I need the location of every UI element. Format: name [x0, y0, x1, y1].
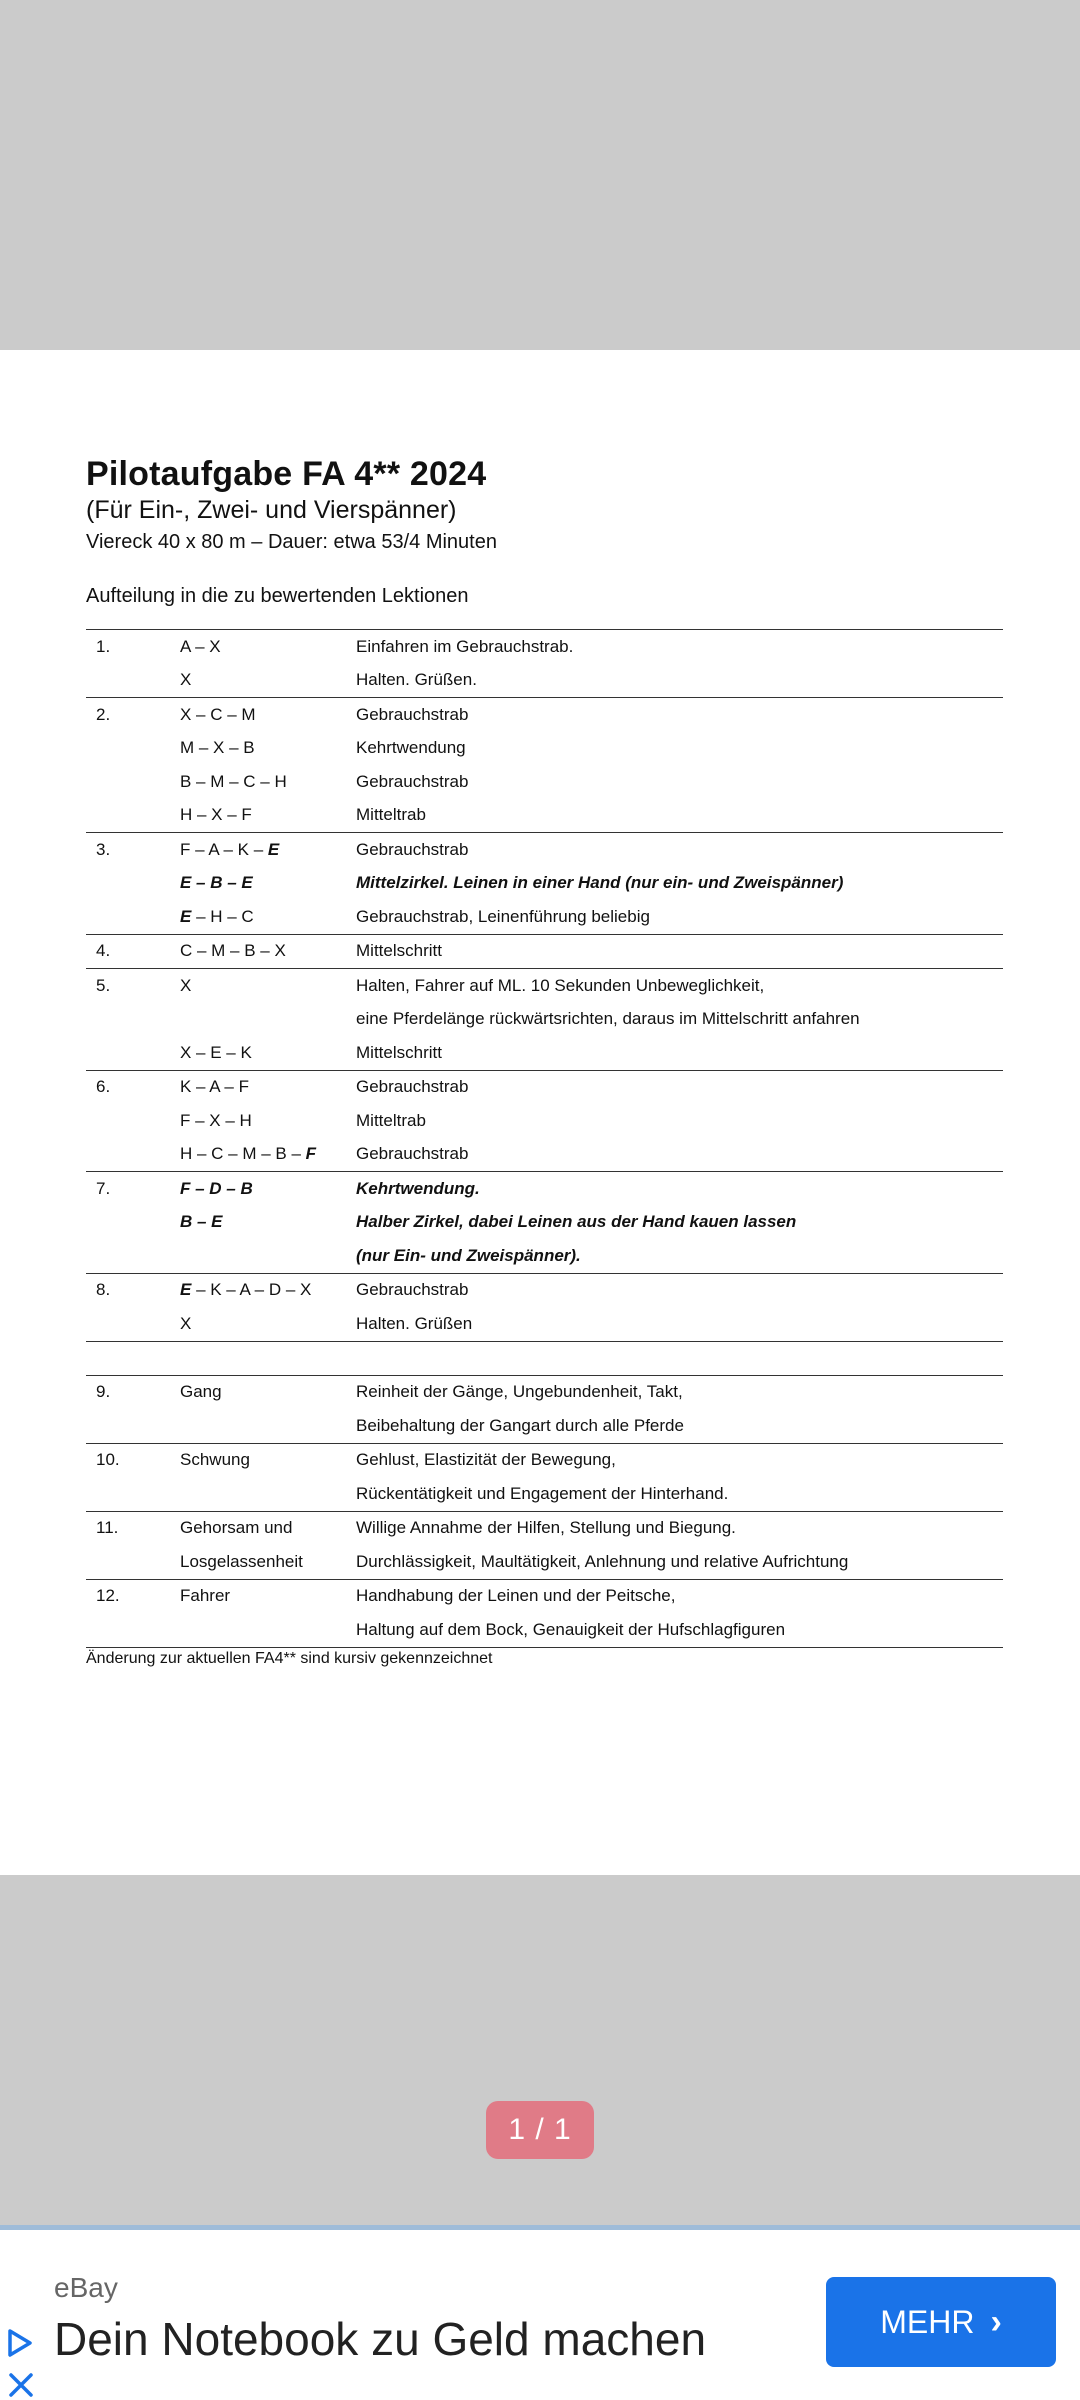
- lesson-route: [180, 1273, 356, 1307]
- lesson-description: [356, 1273, 1003, 1307]
- text-segment: Beibehaltung der Gangart durch alle Pferde: [356, 1415, 684, 1435]
- table-row: [86, 1545, 1003, 1579]
- lesson-route: [180, 1138, 356, 1172]
- lesson-description: [356, 1477, 1003, 1511]
- lesson-route: [180, 1409, 356, 1443]
- table-row: [86, 1138, 1003, 1172]
- text-segment: A – X: [180, 636, 221, 656]
- lesson-description: [356, 867, 1003, 901]
- emphasized-text: E: [180, 1280, 192, 1300]
- lesson-description: [356, 934, 1003, 969]
- table-row: [86, 1273, 1003, 1307]
- lesson-route: [180, 1036, 356, 1070]
- lesson-number: 5.: [96, 975, 111, 995]
- lesson-description: [356, 732, 1003, 766]
- text-segment: B – M – C – H: [180, 771, 287, 791]
- text-segment: Schwung: [180, 1450, 250, 1470]
- footnote: Änderung zur aktuellen FA4** sind kursiv gekennzeichnet: [86, 1649, 493, 1667]
- table-row: [86, 1036, 1003, 1070]
- lesson-description: [356, 1003, 1003, 1037]
- text-segment: X: [180, 1313, 192, 1333]
- page-indicator: 1 / 1: [486, 2101, 594, 2159]
- text-segment: eine Pferdelänge rückwärtsrichten, daraus im Mittelschritt anfahren: [356, 1009, 860, 1029]
- table-row: [86, 900, 1003, 934]
- text-segment: Gebrauchstrab: [356, 771, 469, 791]
- text-segment: Gebrauchstrab: [356, 839, 469, 859]
- lesson-number: [86, 1138, 180, 1172]
- lesson-route: [180, 1070, 356, 1104]
- text-segment: Mittelschritt: [356, 941, 442, 961]
- lesson-route: [180, 698, 356, 732]
- lesson-route: [180, 1545, 356, 1579]
- lesson-number: [86, 1036, 180, 1070]
- text-segment: Rückentätigkeit und Engagement der Hinterhand.: [356, 1483, 729, 1503]
- text-segment: M – X – B: [180, 738, 255, 758]
- document-title: Pilotaufgabe FA 4** 2024: [86, 455, 487, 493]
- lesson-route: [180, 969, 356, 1003]
- table-row: [86, 630, 1003, 664]
- table-row: [86, 867, 1003, 901]
- table-row: [86, 934, 1003, 969]
- table-row: [86, 1206, 1003, 1240]
- text-segment: Willige Annahme der Hilfen, Stellung und Biegung.: [356, 1518, 736, 1538]
- lesson-description: [356, 630, 1003, 664]
- lesson-description: [356, 969, 1003, 1003]
- table-row: [86, 664, 1003, 698]
- ad-cta-button[interactable]: [826, 2277, 1056, 2367]
- emphasized-text: F – D – B: [180, 1178, 253, 1198]
- lesson-description: [356, 1036, 1003, 1070]
- lesson-number: [86, 1613, 180, 1647]
- lesson-route: [180, 1307, 356, 1341]
- lesson-route: [180, 1579, 356, 1613]
- lesson-number: [86, 1003, 180, 1037]
- text-segment: C – M – B – X: [180, 941, 286, 961]
- lesson-description: [356, 698, 1003, 732]
- lesson-number: [86, 1307, 180, 1341]
- table-row: [86, 1104, 1003, 1138]
- lesson-number: 2.: [96, 704, 111, 724]
- lesson-route: [180, 1239, 356, 1273]
- adchoices-play-icon[interactable]: [6, 2328, 34, 2358]
- arena-and-duration: Viereck 40 x 80 m – Dauer: etwa 53/4 Minuten: [86, 531, 497, 553]
- text-segment: Gehorsam und: [180, 1518, 293, 1538]
- table-row: [86, 1579, 1003, 1613]
- text-segment: Gebrauchstrab, Leinenführung beliebig: [356, 906, 650, 926]
- lesson-route: [180, 867, 356, 901]
- lesson-description: [356, 1138, 1003, 1172]
- lesson-description: [356, 1511, 1003, 1545]
- text-segment: H – X – F: [180, 805, 252, 825]
- text-segment: Gebrauchstrab: [356, 704, 469, 724]
- document-subtitle: (Für Ein-, Zwei- und Vierspänner): [86, 496, 457, 524]
- lesson-number: [86, 765, 180, 799]
- lesson-route: [180, 1613, 356, 1647]
- document-content: [86, 454, 1003, 1670]
- lesson-number: [86, 1545, 180, 1579]
- lesson-number: [86, 732, 180, 766]
- lesson-description: [356, 1172, 1003, 1206]
- lesson-route: [180, 799, 356, 833]
- lesson-number: 12.: [96, 1586, 120, 1606]
- table-row: [86, 1409, 1003, 1443]
- table-row: [86, 969, 1003, 1003]
- ad-cta-label: MEHR: [880, 2304, 975, 2340]
- text-segment: Halten. Grüßen.: [356, 670, 477, 690]
- lesson-description: [356, 664, 1003, 698]
- lesson-description: [356, 1409, 1003, 1443]
- text-segment: Kehrtwendung: [356, 738, 466, 758]
- chevron-right-icon: ›: [990, 2303, 1002, 2341]
- lesson-number: [86, 1104, 180, 1138]
- lesson-route: [180, 1511, 356, 1545]
- lesson-number: 7.: [96, 1178, 111, 1198]
- lesson-route: [180, 765, 356, 799]
- text-segment: X – C – M: [180, 704, 256, 724]
- table-row: [86, 833, 1003, 867]
- lesson-description: [356, 1104, 1003, 1138]
- table-row: [86, 1307, 1003, 1341]
- text-segment: Gang: [180, 1382, 222, 1402]
- ad-advertiser: eBay: [54, 2272, 118, 2303]
- text-segment: X – E – K: [180, 1042, 252, 1062]
- emphasized-text: Halber Zirkel, dabei Leinen aus der Hand kauen lassen: [356, 1212, 797, 1232]
- lesson-number: [86, 1239, 180, 1273]
- table-row: [86, 1003, 1003, 1037]
- lesson-number: 4.: [86, 934, 180, 969]
- lesson-number: [86, 1409, 180, 1443]
- lesson-route: [180, 1104, 356, 1138]
- table-row: [86, 1477, 1003, 1511]
- text-segment: Mitteltrab: [356, 1110, 426, 1130]
- emphasized-text: Mittelzirkel. Leinen in einer Hand (nur ein- und Zweispänner): [356, 873, 844, 893]
- text-segment: Einfahren im Gebrauchstrab.: [356, 636, 574, 656]
- text-segment: X: [180, 670, 192, 690]
- lesson-route: [180, 1206, 356, 1240]
- text-segment: – H – C: [191, 906, 254, 926]
- ad-headline[interactable]: Dein Notebook zu Geld machen: [54, 2313, 707, 2365]
- text-segment: Gebrauchstrab: [356, 1280, 469, 1300]
- lesson-number: 8.: [96, 1280, 111, 1300]
- table-row: [86, 1070, 1003, 1104]
- close-icon[interactable]: [8, 2372, 34, 2398]
- text-segment: K – A – F: [180, 1077, 249, 1097]
- table-row: [86, 765, 1003, 799]
- lesson-description: [356, 1307, 1003, 1341]
- section-heading: Aufteilung in die zu bewertenden Lektionen: [86, 585, 469, 607]
- lesson-description: [356, 1239, 1003, 1273]
- table-row: [86, 1443, 1003, 1477]
- text-segment: Durchlässigkeit, Maultätigkeit, Anlehnung und relative Aufrichtung: [356, 1551, 849, 1571]
- pdf-page: [0, 350, 1080, 1875]
- emphasized-text: Kehrtwendung.: [356, 1178, 480, 1198]
- table-row: [86, 799, 1003, 833]
- ad-banner[interactable]: [0, 2225, 1080, 2400]
- table-row: [86, 698, 1003, 732]
- lesson-description: [356, 1579, 1003, 1613]
- lesson-description: [356, 833, 1003, 867]
- text-segment: X: [180, 975, 192, 995]
- text-segment: Mittelschritt: [356, 1042, 442, 1062]
- table-row: [86, 1613, 1003, 1647]
- text-segment: Halten, Fahrer auf ML. 10 Sekunden Unbeweglichkeit,: [356, 975, 765, 995]
- lesson-route: [180, 1443, 356, 1477]
- lesson-number: 6.: [96, 1077, 111, 1097]
- emphasized-text: E: [180, 906, 192, 926]
- text-segment: F – A – K –: [180, 839, 268, 859]
- text-segment: Haltung auf dem Bock, Genauigkeit der Hufschlagfiguren: [356, 1619, 786, 1639]
- lesson-number: [86, 900, 180, 934]
- lesson-route: [180, 934, 356, 969]
- table-row: [86, 1511, 1003, 1545]
- text-segment: Losgelassenheit: [180, 1551, 303, 1571]
- text-segment: Gebrauchstrab: [356, 1077, 469, 1097]
- lesson-route: [180, 833, 356, 867]
- lesson-number: 9.: [96, 1382, 111, 1402]
- text-segment: H – C – M – B –: [180, 1144, 306, 1164]
- text-segment: F – X – H: [180, 1110, 252, 1130]
- lesson-route: [180, 664, 356, 698]
- lesson-route: [180, 732, 356, 766]
- text-segment: Gebrauchstrab: [356, 1144, 469, 1164]
- lesson-route: [180, 1375, 356, 1409]
- text-segment: Reinheit der Gänge, Ungebundenheit, Takt,: [356, 1382, 683, 1402]
- emphasized-text: F: [305, 1144, 317, 1164]
- lesson-number: [86, 867, 180, 901]
- emphasized-text: (nur Ein- und Zweispänner).: [356, 1245, 581, 1265]
- lesson-route: [180, 1172, 356, 1206]
- lesson-number: 1.: [96, 636, 111, 656]
- lessons-table: [86, 629, 1003, 1648]
- table-separator: [86, 1341, 1003, 1375]
- lesson-description: [356, 1613, 1003, 1647]
- lesson-description: [356, 900, 1003, 934]
- lesson-number: 11.: [96, 1518, 119, 1538]
- lesson-route: [180, 900, 356, 934]
- lesson-description: [356, 1070, 1003, 1104]
- text-segment: Handhabung der Leinen und der Peitsche,: [356, 1586, 676, 1606]
- lesson-route: [180, 630, 356, 664]
- emphasized-text: E – B – E: [180, 873, 253, 893]
- table-row: [86, 1172, 1003, 1206]
- text-segment: Mitteltrab: [356, 805, 426, 825]
- text-segment: – K – A – D – X: [191, 1280, 312, 1300]
- table-row: [86, 1239, 1003, 1273]
- text-segment: Fahrer: [180, 1586, 231, 1606]
- lesson-description: [356, 1443, 1003, 1477]
- lesson-number: [86, 664, 180, 698]
- lesson-description: [356, 1545, 1003, 1579]
- text-segment: Halten. Grüßen: [356, 1313, 473, 1333]
- emphasized-text: E: [267, 839, 280, 859]
- lesson-number: [86, 1477, 180, 1511]
- table-row: [86, 732, 1003, 766]
- lesson-number: [86, 799, 180, 833]
- lesson-description: [356, 1206, 1003, 1240]
- lesson-description: [356, 799, 1003, 833]
- lesson-number: 3.: [96, 839, 111, 859]
- lesson-description: [356, 765, 1003, 799]
- lesson-route: [180, 1003, 356, 1037]
- emphasized-text: B – E: [180, 1212, 223, 1232]
- lesson-route: [180, 1477, 356, 1511]
- text-segment: Gehlust, Elastizität der Bewegung,: [356, 1450, 616, 1470]
- table-row: [86, 1375, 1003, 1409]
- lesson-description: [356, 1375, 1003, 1409]
- lesson-number: [86, 1206, 180, 1240]
- lesson-number: 10.: [96, 1450, 120, 1470]
